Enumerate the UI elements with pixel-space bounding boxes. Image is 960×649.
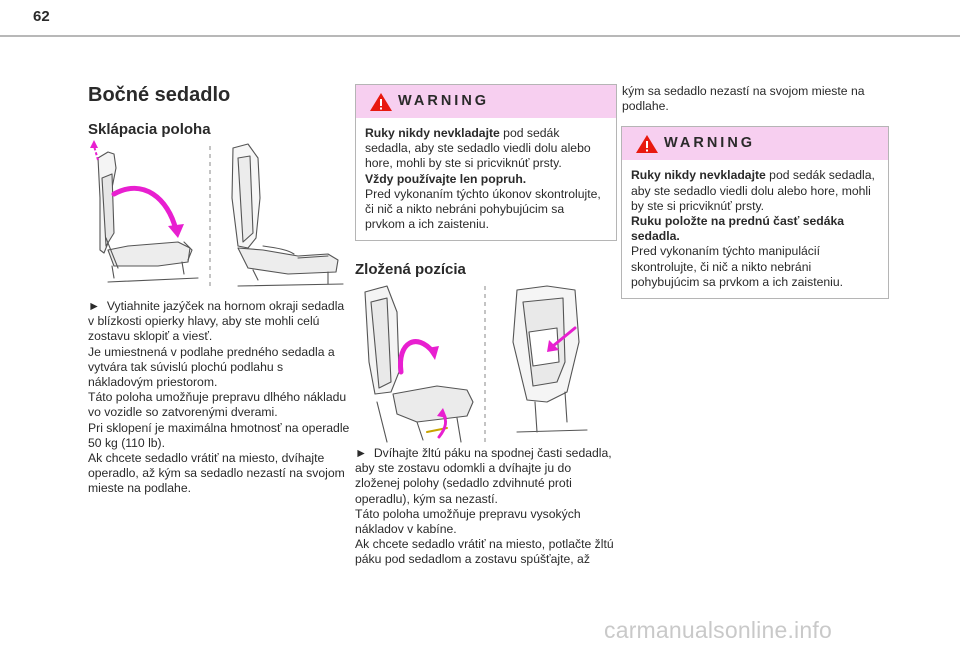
- section-title: Bočné sedadlo: [88, 84, 231, 106]
- folded-position-heading: Zložená pozícia: [355, 261, 466, 279]
- seat-folded-icon: [232, 144, 343, 286]
- folded-continuation-text: [622, 84, 888, 114]
- seat-stowed-icon: [513, 286, 587, 432]
- watermark: carmanualsonline.info: [604, 617, 832, 643]
- warning-triangle-icon: [635, 134, 659, 154]
- bullet-arrow-icon: ►: [88, 299, 101, 313]
- folded-illustration: [357, 282, 619, 444]
- column-right: [621, 84, 889, 299]
- seat-folding-icon: [98, 152, 198, 282]
- seat-lever-lift-icon: [365, 286, 473, 442]
- warning1-bold1: Ruky nikdy nevkladajte: [365, 126, 500, 140]
- warning-box-1: [355, 84, 617, 241]
- folded-para-2: Táto poloha umožňuje prepravu vysokých nákladov v kabíne.: [355, 506, 581, 537]
- top-divider: [0, 35, 960, 37]
- warning2-bold1: Ruky nikdy nevkladajte: [631, 168, 766, 183]
- warning-header-2: [622, 127, 888, 160]
- folding-position-heading: Sklápacia poloha: [88, 121, 211, 138]
- warning-label-2: WARNING: [664, 135, 756, 152]
- folding-position-text: [88, 299, 350, 497]
- column-left: [88, 84, 350, 496]
- folding-illustration: [88, 138, 350, 298]
- warning-label-1: WARNING: [398, 93, 490, 109]
- warning2-text1: pod sedák sedadla, aby ste sedadlo viedli dolu alebo hore, mohli by ste si pricviknúť prsty.: [631, 168, 875, 213]
- warning-triangle-icon: [369, 92, 393, 112]
- folded-para-3: Ak chcete sedadlo vrátiť na miesto, potlačte žltú páku pod sedadlom a zostavu spúšťajte, až: [355, 537, 614, 567]
- folding-step-1: ► Vytiahnite jazýček na hornom okraji sedadla v blízkosti opierky hlavy, aby ste mohli celú zostavu sklopiť a viesť.: [88, 299, 345, 344]
- warning2-bold2: Ruku položte na prednú časť sedáka sedadla.: [631, 214, 845, 244]
- warning-body-1: [356, 118, 616, 240]
- warning1-bold2: Vždy používajte len popruh.: [365, 171, 527, 186]
- folding-para-4: Pri sklopení je maximálna hmotnosť na operadle 50 kg (110 lb).: [88, 420, 350, 450]
- warning-header-1: [356, 85, 616, 118]
- warning1-text2: Pred vykonaním týchto úkonov skontrolujte, či nič a nikto nebráni pohybujúcim sa prvkom a ich zaisteniu.: [365, 186, 601, 232]
- folding-para-3: Táto poloha umožňuje prepravu dlhého nákladu vo vozidle so zatvorenými dverami.: [88, 390, 347, 420]
- bullet-arrow-icon: ►: [355, 446, 368, 460]
- column-middle: [355, 84, 617, 567]
- folding-para-2: Je umiestnená v podlahe predného sedadla a vytvára tak súvislú plochú podlahu s nákladovým priestorom.: [88, 344, 335, 390]
- page-number: 62: [33, 8, 50, 25]
- folded-step-1: ► Dvíhajte žltú páku na spodnej časti sedadla, aby ste zostavu odomkli a dvíhajte ju do zloženej polohy (sedadlo zdvihnuté proti operadlu), kým sa nezastí.: [355, 446, 612, 506]
- folding-para-5: Ak chcete sedadlo vrátiť na miesto, dvíhajte operadlo, až kým sa sedadlo nezastí na svojom mieste na podlahe.: [88, 451, 345, 496]
- warning2-text2: Pred vykonaním týchto manipulácií skontrolujte, či nič a nikto nebráni pohybujúcim sa prvkom a ich zaisteniu.: [631, 244, 844, 289]
- folded-position-text: [355, 446, 619, 568]
- warning1-text1: pod sedák sedadla, aby ste sedadlo viedli dolu alebo hore, mohli by ste si pricviknúť prsty.: [365, 126, 591, 171]
- warning-box-2: [621, 126, 889, 299]
- folded-continuation: kým sa sedadlo nezastí na svojom mieste na podlahe.: [622, 84, 865, 114]
- warning-body-2: [622, 160, 888, 298]
